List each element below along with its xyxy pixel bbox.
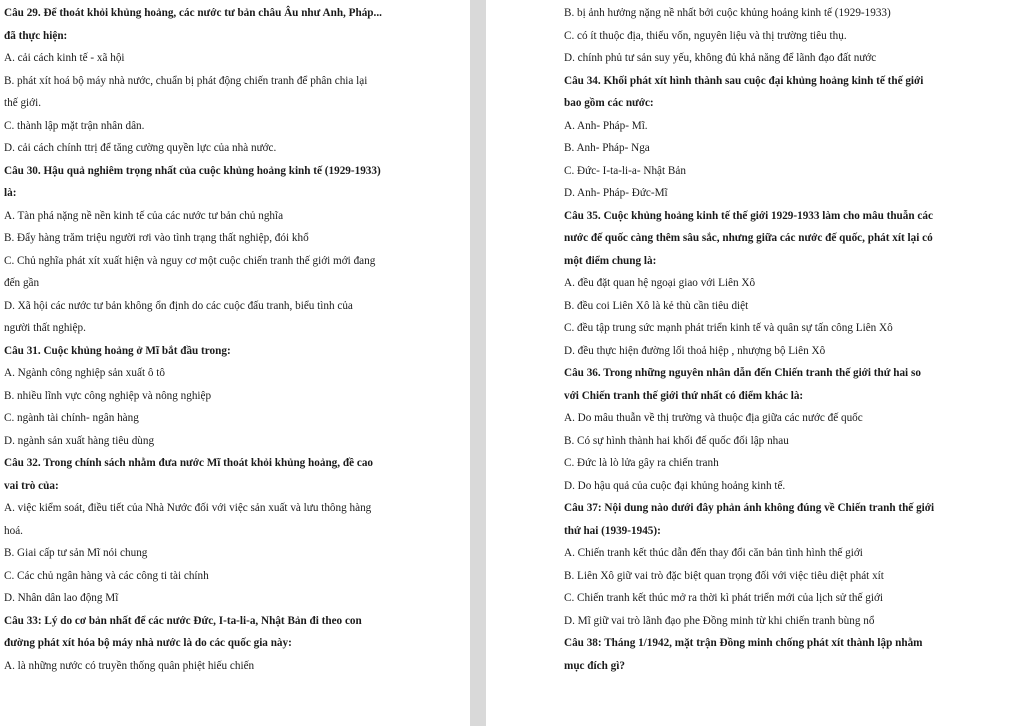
question-line: mục đích gì? <box>564 659 625 672</box>
answer-line: C. Đức- I-ta-li-a- Nhật Bản <box>564 164 686 177</box>
question-line: nước đế quốc càng thêm sâu sắc, nhưng giữa các nước đế quốc, phát xít lại có <box>564 232 933 244</box>
answer-line: C. Chủ nghĩa phát xít xuất hiện và nguy cơ một cuộc chiến tranh thế giới mới đang <box>4 254 376 267</box>
answer-line: A. Do mâu thuẫn về thị trường và thuộc địa giữa các nước đế quốc <box>564 412 863 424</box>
answer-line: D. Do hậu quả của cuộc đại khủng hoảng kinh tế. <box>564 479 786 492</box>
answer-line: D. ngành sản xuất hàng tiêu dùng <box>4 434 155 447</box>
answer-line: B. Giai cấp tư sản Mĩ nói chung <box>4 547 148 559</box>
answer-line: B. phát xít hoá bộ máy nhà nước, chuẩn bị phát động chiến tranh để phân chia lại <box>4 74 368 87</box>
page-gutter <box>470 0 486 726</box>
answer-line: B. Đẩy hàng trăm triệu người rơi vào tình trạng thất nghiệp, đói khổ <box>4 232 309 244</box>
answer-line: C. có ít thuộc địa, thiếu vốn, nguyên liệu và thị trường tiêu thụ. <box>564 29 847 42</box>
answer-line: D. cải cách chính ttrị để tăng cường quyền lực của nhà nước. <box>4 142 277 154</box>
answer-line: D. Anh- Pháp- Đức-Mĩ <box>564 187 668 199</box>
question-line: với Chiến tranh thế giới thứ nhất có điểm khác là: <box>564 389 804 402</box>
question-line: là: <box>4 187 17 199</box>
answer-line: A. đều đặt quan hệ ngoại giao với Liên Xô <box>564 277 756 289</box>
answer-line: A. Chiến tranh kết thúc dẫn đến thay đổi căn bản tình hình thế giới <box>564 547 863 559</box>
question-line: vai trò của: <box>4 479 59 492</box>
right-page <box>486 0 1024 726</box>
question-line: Câu 32. Trong chính sách nhằm đưa nước Mĩ thoát khỏi khủng hoảng, đề cao <box>4 457 374 469</box>
answer-line: A. Anh- Pháp- Mĩ. <box>564 119 648 132</box>
answer-line: C. ngành tài chính- ngân hàng <box>4 412 139 424</box>
question-line: thứ hai (1939-1945): <box>564 524 661 537</box>
answer-line: C. Chiến tranh kết thúc mở ra thời kì phát triển mới của lịch sử thế giới <box>564 592 883 604</box>
answer-line: B. Anh- Pháp- Nga <box>564 142 650 154</box>
question-line: Câu 38: Tháng 1/1942, mặt trận Đồng minh chống phát xít thành lập nhằm <box>564 637 923 649</box>
answer-line: B. Có sự hình thành hai khối đế quốc đối lập nhau <box>564 434 789 447</box>
question-line: Câu 29. Để thoát khỏi khủng hoảng, các nước tư bản châu Âu như Anh, Pháp... <box>4 7 382 19</box>
answer-line: thế giới. <box>4 97 41 109</box>
question-line: Câu 36. Trong những nguyên nhân dẫn đến Chiến tranh thế giới thứ hai so <box>564 367 921 379</box>
answer-line: D. đều thực hiện đường lối thoả hiệp , nhượng bộ Liên Xô <box>564 344 826 357</box>
answer-line: B. Liên Xô giữ vai trò đặc biệt quan trọng đối với việc tiêu diệt phát xít <box>564 569 884 582</box>
question-line: đã thực hiện: <box>4 29 68 42</box>
answer-line: A. là những nước có truyền thống quân phiệt hiếu chiến <box>4 659 255 672</box>
answer-line: A. Ngành công nghiệp sản xuất ô tô <box>4 367 165 379</box>
question-line: Câu 33: Lý do cơ bản nhất để các nước Đức, I-ta-li-a, Nhật Bản đi theo con <box>4 614 362 627</box>
question-line: bao gồm các nước: <box>564 97 654 109</box>
answer-line: B. đều coi Liên Xô là kẻ thù cần tiêu diệt <box>564 299 749 312</box>
answer-line: D. chính phủ tư sản suy yếu, không đủ khả năng để lãnh đạo đất nước <box>564 52 877 64</box>
answer-line: D. Xã hội các nước tư bản không ổn định do các cuộc đấu tranh, biểu tình của <box>4 299 353 312</box>
answer-line: A. cải cách kinh tế - xã hội <box>4 52 125 64</box>
left-page <box>0 0 470 726</box>
question-line: Câu 35. Cuộc khủng hoảng kinh tế thế giới 1929-1933 làm cho mâu thuẫn các <box>564 209 933 222</box>
answer-line: hoá. <box>4 524 23 537</box>
answer-line: C. đều tập trung sức mạnh phát triển kinh tế và quân sự tấn công Liên Xô <box>564 322 893 334</box>
question-line: Câu 37: Nội dung nào dưới đây phản ánh không đúng về Chiến tranh thế giới <box>564 502 935 514</box>
answer-line: người thất nghiệp. <box>4 322 86 334</box>
answer-line: D. Mĩ giữ vai trò lãnh đạo phe Đồng minh từ khi chiến tranh bùng nổ <box>564 614 875 627</box>
answer-line: C. thành lập mặt trận nhân dân. <box>4 119 145 132</box>
answer-line: đến gần <box>4 277 40 289</box>
answer-line: A. việc kiểm soát, điều tiết của Nhà Nước đối với việc sản xuất và lưu thông hàng <box>4 502 372 514</box>
question-line: Câu 31. Cuộc khủng hoảng ở Mĩ bắt đầu trong: <box>4 344 231 357</box>
question-line: Câu 30. Hậu quả nghiêm trọng nhất của cuộc khủng hoảng kinh tế (1929-1933) <box>4 164 381 177</box>
answer-line: D. Nhân dân lao động Mĩ <box>4 592 119 604</box>
answer-line: A. Tàn phá nặng nề nền kinh tế của các nước tư bản chủ nghĩa <box>4 209 284 222</box>
question-line: đường phát xít hóa bộ máy nhà nước là do các quốc gia này: <box>4 637 292 649</box>
answer-line: B. nhiều lĩnh vực công nghiệp và nông nghiệp <box>4 389 212 402</box>
question-line: Câu 34. Khối phát xít hình thành sau cuộc đại khủng hoảng kinh tế thế giới <box>564 74 924 87</box>
answer-line: C. Các chủ ngân hàng và các công ti tài chính <box>4 569 209 582</box>
answer-line: B. bị ảnh hưởng nặng nề nhất bởi cuộc khủng hoảng kinh tế (1929-1933) <box>564 7 891 19</box>
question-line: một điểm chung là: <box>564 254 657 267</box>
answer-line: C. Đức là lò lửa gây ra chiến tranh <box>564 457 719 469</box>
